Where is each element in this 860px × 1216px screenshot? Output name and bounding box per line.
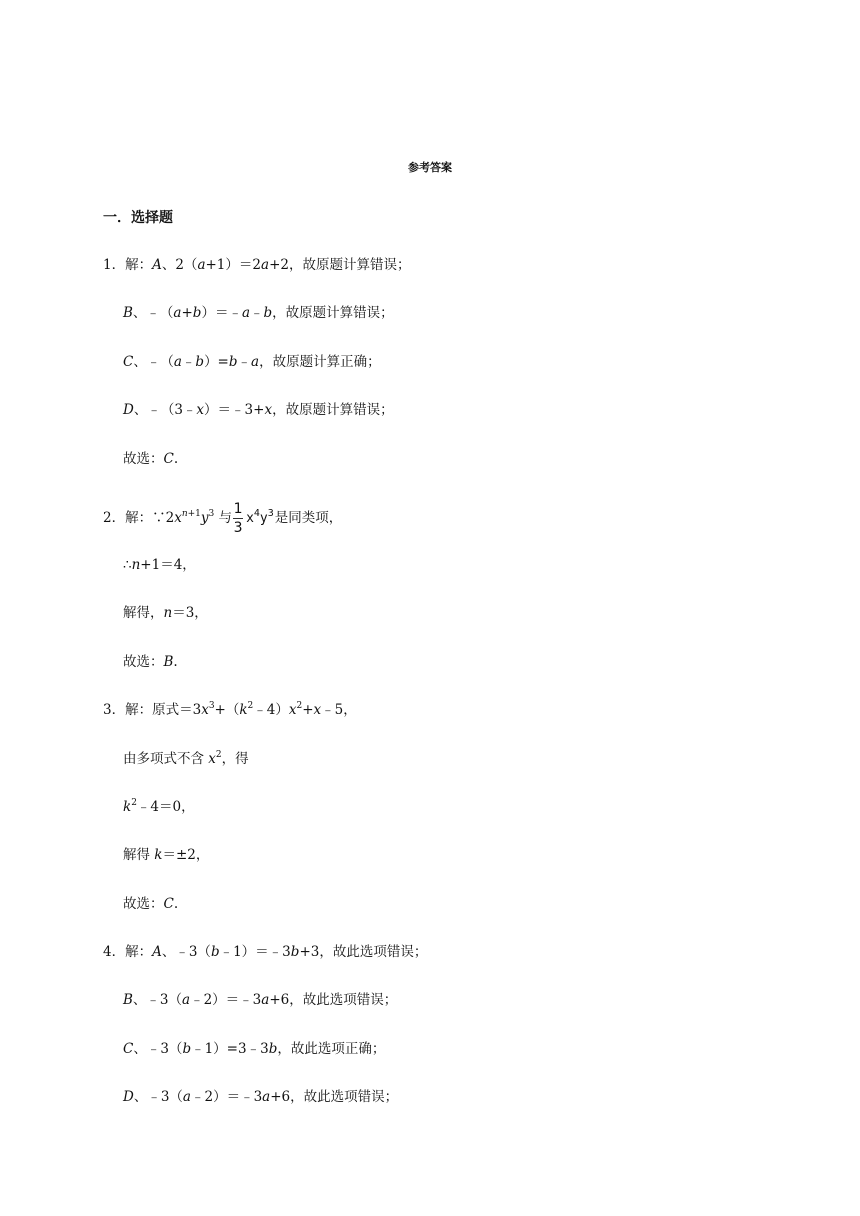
- q1-line-1: 1．解：A、2（a+1）＝2a+2，故原题计算错误；: [103, 257, 411, 273]
- q2-line-1: 2．解：$\because 2x^{n+1}y^3$ 与 $\frac{1}{3}$ $x^4y^3$ 是同类项，: [103, 501, 343, 536]
- q2-line-3: 解得，n＝3，: [123, 605, 208, 621]
- q4-line-1: 4．解：A、﹣3（b﹣1）＝﹣3b+3，故此选项错误；: [103, 944, 428, 960]
- formula-image: [233, 501, 274, 536]
- q2-line-2: ∴n+1＝4，: [123, 557, 196, 573]
- fraction-denominator: 3: [233, 520, 243, 536]
- q3-line-2: 由多项式不含 $x^2$，得: [123, 750, 249, 767]
- q1-line-5: 故选：C.: [123, 451, 179, 467]
- q3-line-1: 3．解：原式$=3x^3+(k^2﹣4)x^2+x﹣5$，: [103, 701, 357, 718]
- q1-line-2: B、﹣（a+b）＝﹣a﹣b，故原题计算错误；: [123, 305, 394, 321]
- q2-line-4: 故选：B.: [123, 654, 178, 670]
- q3-line-4: 解得 k＝±2，: [123, 847, 210, 863]
- fraction-numerator: 1: [233, 501, 243, 517]
- q1-line-4: D、﹣（3﹣x）＝﹣3+x，故原题计算错误；: [123, 402, 394, 418]
- page-title: 参考答案: [408, 161, 452, 174]
- q3-line-3: $k^2﹣4=0$，: [123, 798, 195, 815]
- section-heading: 一．选择题: [103, 210, 173, 226]
- q3-line-5: 故选：C.: [123, 896, 179, 912]
- q4-line-2: B、﹣3（a﹣2）＝﹣3a+6，故此选项错误；: [123, 992, 398, 1008]
- formula-x: $x^4y^3$: [246, 507, 274, 526]
- q4-line-3: C、﹣3（b﹣1）=3﹣3b，故此选项正确；: [123, 1041, 386, 1057]
- q1-line-3: C、﹣（a﹣b）=b﹣a，故原题计算正确；: [123, 354, 381, 370]
- q4-line-4: D、﹣3（a﹣2）＝﹣3a+6，故此选项错误；: [123, 1089, 399, 1105]
